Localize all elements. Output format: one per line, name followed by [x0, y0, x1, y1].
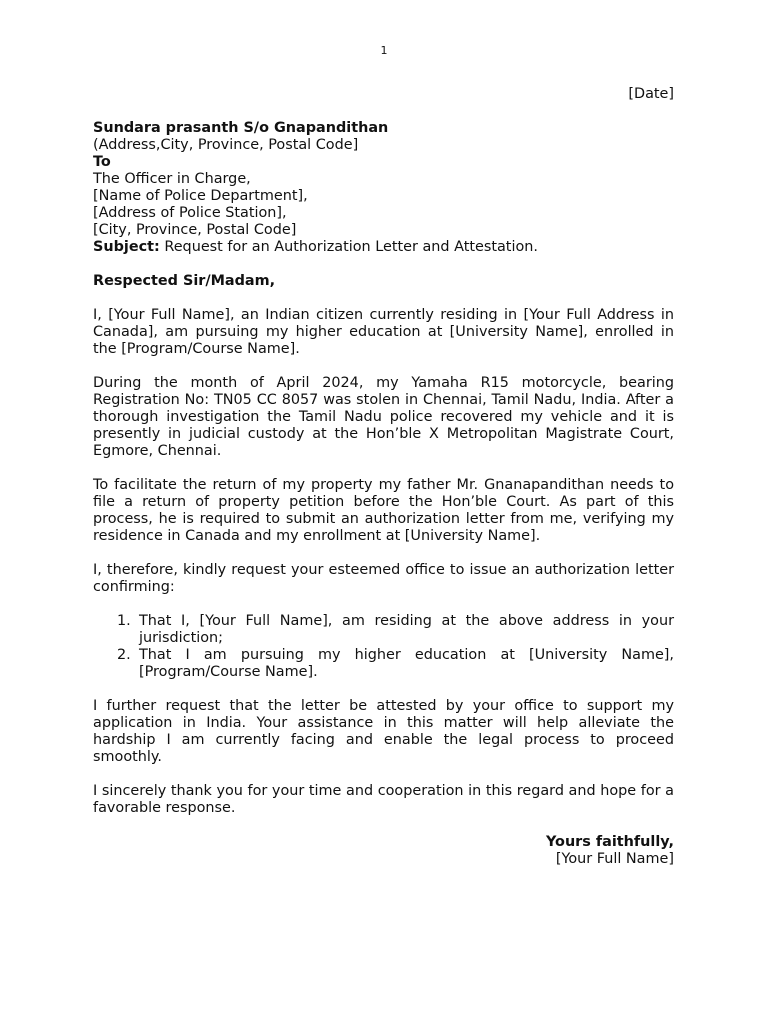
body-paragraph: I, [Your Full Name], an Indian citizen currently residing in [Your Full Address in Canada], am pursuing my higher education at [University Name], enrolled in the [Program/Course Name]. — [93, 307, 674, 357]
page-number: 1 — [380, 44, 388, 57]
closing-paragraph: I sincerely thank you for your time and cooperation in this regard and hope for a favorable response. — [93, 783, 674, 816]
sender-block — [93, 120, 674, 154]
list-number: 1. — [117, 613, 131, 629]
subject-line — [93, 239, 674, 256]
list-text: That I am pursuing my higher education at [University Name], [Program/Course Name]. — [139, 647, 674, 680]
body-paragraph: During the month of April 2024, my Yamaha R15 motorcycle, bearing Registration No: TN05 CC 8057 was stolen in Chennai, Tamil Nadu, India. After a thorough investigation the Tamil Nadu police recovered my vehicle and it is presently in judicial custody at the Hon’ble X Metropolitan Magistrate Court, Egmore, Chennai. — [93, 375, 674, 459]
list-item — [93, 647, 674, 681]
salutation: Respected Sir/Madam, — [93, 273, 276, 289]
signoff-closing: Yours faithfully, — [545, 834, 674, 850]
list-text: That I, [Your Full Name], am residing at the above address in your jurisdiction; — [139, 613, 674, 646]
sender-address: (Address,City, Province, Postal Code] — [93, 137, 359, 153]
recipient-line: The Officer in Charge, — [93, 171, 251, 187]
letter-body — [93, 86, 674, 868]
letter-date: [Date] — [628, 86, 674, 102]
body-paragraph: To facilitate the return of my property my father Mr. Gnanapandithan needs to file a return of property petition before the Hon’ble Court. As part of this process, he is required to submit an authorization letter from me, verifying my residence in Canada and my enrollment at [University Name]. — [93, 477, 674, 544]
list-item — [93, 613, 674, 647]
recipient-line: [City, Province, Postal Code] — [93, 222, 297, 238]
request-list — [93, 613, 674, 681]
subject-text: Request for an Authorization Letter and Attestation. — [159, 239, 538, 255]
sender-name: Sundara prasanth S/o Gnapandithan — [93, 120, 389, 136]
signoff-block — [93, 834, 674, 868]
recipient-line: [Address of Police Station], — [93, 205, 287, 221]
body-paragraph: I, therefore, kindly request your esteemed office to issue an authorization letter confirming: — [93, 562, 674, 595]
to-label: To — [93, 154, 111, 170]
closing-paragraph: I further request that the letter be attested by your office to support my application in India. Your assistance in this matter will help alleviate the hardship I am currently facing and enable the legal process to proceed smoothly. — [93, 698, 674, 765]
recipient-block — [93, 154, 674, 239]
list-number: 2. — [117, 647, 131, 663]
recipient-line: [Name of Police Department], — [93, 188, 308, 204]
subject-label: Subject: — [93, 239, 160, 255]
signoff-name: [Your Full Name] — [555, 851, 674, 867]
